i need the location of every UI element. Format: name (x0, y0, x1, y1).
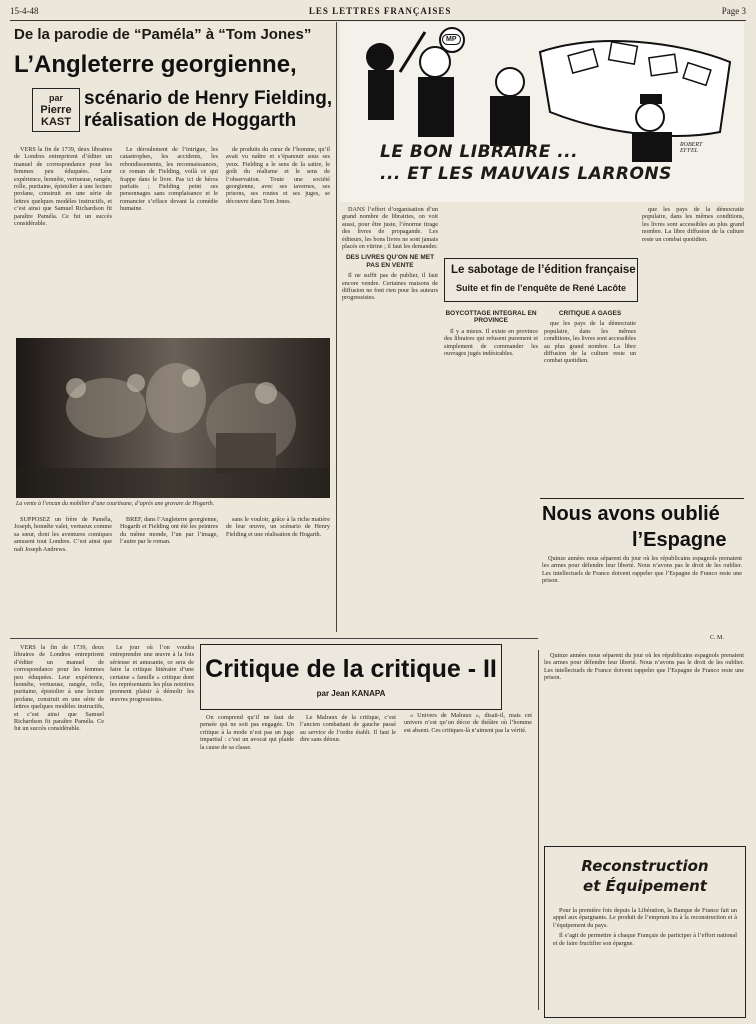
article2-right-text: Il y a mieux. Il existe en province des libraires qui refusent purement et simplement de commander les ouvrages jugés indésirables. (444, 327, 538, 358)
article2-subtitle: Suite et fin de l’enquête de René Lacôte (455, 283, 627, 293)
byline-par: par (48, 93, 63, 103)
article1-lower-column1 (14, 516, 112, 636)
article2-column-left (342, 206, 438, 630)
article2-far-text-continued: que les pays de la démocratie populaire, dans les mêmes conditions, les livres sont accessibles au plus grand nombre. La libre diffusion de la culture reste un combat quotidien. (642, 206, 744, 243)
article1-deck-line2: réalisation de Hoggarth (84, 110, 297, 131)
article2-column-mid (444, 306, 538, 496)
article3-signature: C. M. (710, 635, 724, 641)
article4-byline: par Jean KANAPA (316, 689, 386, 698)
article1-lower-column1-text: SUPPOSEZ un frère de Paméla, Joseph, honnête valet, vertueux comme sa sœur, dont les aventures comiques amusent tout Londres. C’est ainsi que naît Joseph Andrews. (14, 516, 112, 553)
article2-column-right (544, 306, 636, 496)
article4-column2-text: On comprend qu’il ne faut de pensée qui ne soit pas engagée. Un critique à la mode n’est pas un juge impartial : c’est un avocat qui plaide la cause de sa classe. (200, 714, 294, 751)
article5-headline-line2: et Équipement (583, 877, 707, 895)
article4-column3-text: Le Malraux de la critique, c’est l’ancien combattant de gauche passé au service de l’ordre établi. Il faut le dire sans détour. (300, 714, 396, 744)
article3-box (540, 498, 744, 649)
article1-lower-column2 (120, 516, 218, 636)
article1-continued-text: VERS la fin de 1739, deux libraires de Londres entreprirent d’éditer un manuel de correspondance pour les femmes peu éduquées. Leur expérience, honnête, vertueuse, rangée, rolle, puritaine, épistolier à une lecture profane, construit en une série de lettres quelques modèles instructifs, et c’est ainsi que Samuel Richardson fit paraître Paméla. Ce fut un succès considérable. (14, 644, 104, 733)
cartoon-caption-line2: ... ET LES MAUVAIS LARRONS (380, 164, 672, 184)
article1-lower-column3-text: sans le vouloir, grâce à la riche matière de leur œuvre, un scénario de Henry Fielding et une réalisation de Hogarth. (226, 516, 330, 538)
article5-box (544, 846, 746, 1018)
article4-column3 (300, 714, 396, 1004)
cartoon-signature: ROBERT EFFEL (680, 142, 703, 154)
engraving-caption: La vente à l’encan du mobilier d’une courtisane, d’après une gravure de Hogarth. (16, 501, 215, 507)
article2-headline: Le sabotage de l’édition française (451, 264, 636, 276)
article4-headline: Critique de la critique - II (205, 655, 497, 683)
byline-first-name: Pierre (40, 104, 72, 116)
column-divider (336, 22, 337, 632)
masthead-title: LES LETTRES FRANÇAISES (308, 6, 452, 16)
article5-body-text: Pour la première fois depuis la Libération, la Banque de France fait un appel aux épargnants. Le produit de l’emprunt ira à la reconstruction et à l’équipement du pays. (553, 907, 737, 929)
article1-kicker: De la parodie de “Paméla” à “Tom Jones” (14, 26, 312, 43)
hogarth-engraving-image (16, 338, 330, 498)
article4-column2 (200, 714, 294, 1004)
column-divider-lower (538, 650, 539, 1010)
article1-column1-text: VERS la fin de 1739, deux libraires de Londres entreprirent d’éditer un manuel de correspondance pour les femmes peu éduquées. Leur expérience, honnête, vertueuse, rangée, rolle, puritaine, épistolier à une lecture profane, construit en une série de lettres quelques modèles instructifs, et c’est ainsi que Samuel Richardson fit paraître Paméla. Ce fut un succès considérable. (14, 146, 112, 228)
article2-section3: CRITIQUE A GAGES (558, 310, 622, 317)
cartoon-caption-line1: LE BON LIBRAIRE ... (380, 142, 579, 162)
article1-column3 (226, 146, 330, 334)
article2-section2: BOYCOTTAGE INTEGRAL EN PROVINCE (445, 310, 537, 325)
article3-body-text: Quinze années nous séparent du jour où les républicains espagnols prenaient les armes pour défendre leur liberté. Nous n’avons pas le droit de les oublier. Les intellectuels de France doivent rappeler que l’Espagne de Franco reste une prison. (542, 555, 742, 585)
article2-mid-text: Il ne suffit pas de publier, il faut encore vendre. Certaines maisons de diffusion ne font rien pour les auteurs progressistes. (342, 272, 438, 302)
article2-column-far (642, 206, 744, 496)
article5-headline-line1: Reconstruction (581, 857, 709, 875)
article3-body (542, 555, 742, 635)
masthead-date: 15-4-48 (10, 6, 39, 16)
article4-column1 (110, 644, 194, 1004)
masthead (10, 6, 746, 21)
article1-column1 (14, 146, 112, 334)
article1-headline: L’Angleterre georgienne, (14, 51, 297, 78)
article3-continued (544, 652, 744, 840)
article2-headline-box (444, 258, 638, 302)
article1-continued (14, 644, 104, 1004)
article5-body (553, 907, 737, 1011)
article1-byline (32, 88, 80, 132)
article4-column4 (404, 644, 532, 1004)
cartoon (340, 22, 744, 202)
article4-column4-text: « Univers de Malraux », disait-il, mais cet univers n’est qu’un décor de théâtre où l’homme est absent. Ces critiques-là n’aiment pas la vérité. (404, 712, 532, 734)
article2-section1: DES LIVRES QU’ON NE MET PAS EN VENTE (345, 254, 435, 269)
article4-column1-text: Le jour où l’on voudra entreprendre une œuvre à la fois sérieuse et amusante, ce sera de faire la critique littéraire d’une certaine « famille » critique dont les représentants les plus notoires prennent plaisir à démolir les œuvres progressistes. (110, 644, 194, 703)
article1-deck-line1: scénario de Henry Fielding, (84, 88, 333, 109)
article2-left-text: DANS l’effort d’organisation d’un grand nombre de librairies, on voit aussi, pour être juste, l’énorme tirage des livres de propagande. Les éditeurs, les bons livres ne sont jamais placés en vitrine ; il faut les demander. (342, 206, 438, 251)
article2-far-text: que les pays de la démocratie populaire, dans les mêmes conditions, les livres sont accessibles au plus grand nombre. La libre diffusion de la culture reste un combat quotidien. (544, 320, 636, 365)
article1-column3-text: de produits du cœur de l’homme, qu’il avait vu naître et s’épanouir sous ses yeux. Fielding a le sens de la satire, le goût du réalisme et le sens de l’observation. Toute une société georgienne, avec ses tavernes, ses prisons, ses routes et ses juges, se découvre dans Tom Jones. (226, 146, 330, 205)
byline-last-name: KAST (41, 116, 71, 128)
article1-lower-column2-text: BREF, dans l’Angleterre georgienne, Hogarth et Fielding ont été les peintres du même monde, l’un par l’image, l’autre par le roman. (120, 516, 218, 546)
masthead-page-number: Page 3 (721, 6, 746, 16)
article3-continued-text: Quinze années nous séparent du jour où les républicains espagnols prenaient les armes pour défendre leur liberté. Nous n’avons pas le droit de les oublier. Les intellectuels de France doivent rappeler que l’Espagne de Franco reste une prison. (544, 652, 744, 682)
engraving-illustration (16, 338, 330, 498)
article1-deck (84, 88, 334, 132)
article3-headline: Nous avons oublié (542, 503, 720, 525)
article3-headline-line2: l’Espagne (632, 529, 727, 551)
article1-lower-column3 (226, 516, 330, 636)
article1-column2-text: Le déroulement de l’intrigue, les catastrophes, les accidents, les rebondissements, les reconnaissances, ce roman de Fielding, voilà ce qui frappe dans le livre. Pas ici de héros parfaits ; Fielding peint ses personnages sans complaisance et le romancier s’efface devant la comédie humaine. (120, 146, 218, 213)
cartoon-badge: MP (442, 34, 461, 45)
article5-body-text2: Il s’agit de permettre à chaque Français de participer à l’effort national et de faire fructifier son épargne. (553, 932, 737, 947)
section-divider (10, 638, 538, 639)
article1-column2 (120, 146, 218, 334)
